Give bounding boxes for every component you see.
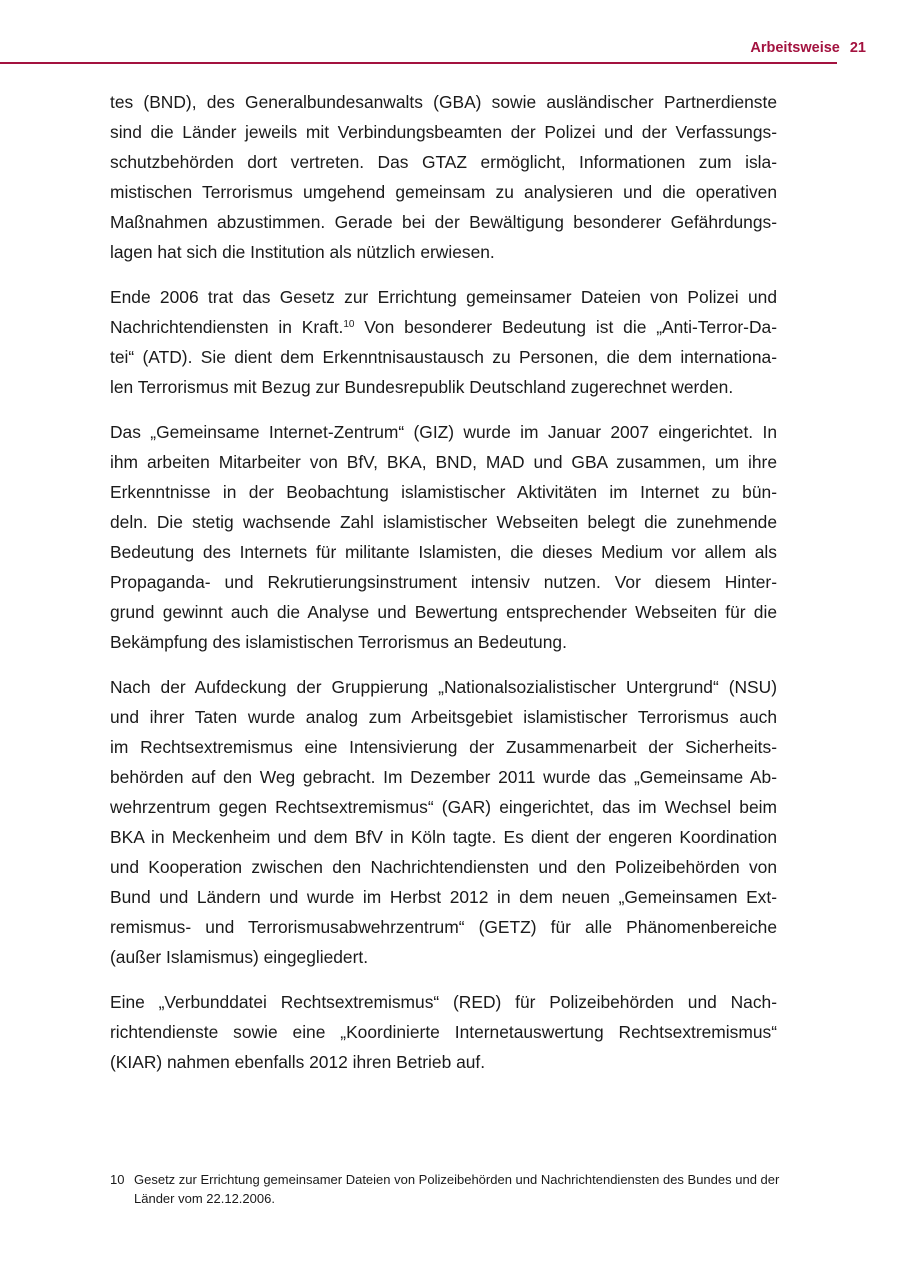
text-span: Nachrichtendiensten in Kraft. — [110, 317, 344, 337]
text-line: len Terrorismus mit Bezug zur Bundesrepublik Deutschland zugerechnet werden. — [110, 377, 734, 397]
text-line: ihm arbeiten Mitarbeiter von BfV, BKA, BND, MAD und GBA zusammen, um ihre — [110, 452, 777, 472]
paragraph — [110, 87, 777, 267]
footnote — [110, 1170, 780, 1208]
text-line: grund gewinnt auch die Analyse und Bewertung entsprechender Webseiten für die — [110, 602, 777, 622]
text-line: sind die Länder jeweils mit Verbindungsbeamten der Polizei und der Verfassungs- — [110, 122, 777, 142]
text-line: schutzbehörden dort vertreten. Das GTAZ ermöglicht, Informationen zum isla- — [110, 152, 777, 172]
text-line: (KIAR) nahmen ebenfalls 2012 ihren Betrieb auf. — [110, 1052, 486, 1072]
text-line: tei“ (ATD). Sie dient dem Erkenntnisaustausch zu Personen, die dem internationa- — [110, 347, 777, 367]
text-line: Propaganda- und Rekrutierungsinstrument intensiv nutzen. Vor diesem Hinter- — [110, 572, 777, 592]
text-line: deln. Die stetig wachsende Zahl islamistischer Webseiten belegt die zunehmende — [110, 512, 777, 532]
text-line: Das „Gemeinsame Internet-Zentrum“ (GIZ) wurde im Januar 2007 eingerichtet. In — [110, 422, 777, 442]
text-line: remismus- und Terrorismusabwehrzentrum“ (GETZ) für alle Phänomenbereiche — [110, 917, 777, 937]
footnote-reference[interactable]: 10 — [343, 319, 355, 330]
text-span: Von besonderer Bedeutung ist die „Anti-Terror-Da- — [354, 317, 777, 337]
paragraph — [110, 417, 777, 657]
text-line: Erkenntnisse in der Beobachtung islamistischer Aktivitäten im Internet zu bün- — [110, 482, 777, 502]
text-line: richtendienste sowie eine „Koordinierte Internetauswertung Rechtsextremismus“ — [110, 1022, 777, 1042]
text-line: Nach der Aufdeckung der Gruppierung „Nationalsozialistischer Untergrund“ (NSU) — [110, 677, 777, 697]
body-text — [110, 87, 777, 1092]
running-header — [750, 40, 866, 56]
text-line: behörden auf den Weg gebracht. Im Dezember 2011 wurde das „Gemeinsame Ab- — [110, 767, 777, 787]
text-line: Ende 2006 trat das Gesetz zur Errichtung gemeinsamer Dateien von Polizei und — [110, 287, 777, 307]
text-line: lagen hat sich die Institution als nützlich erwiesen. — [110, 242, 495, 262]
page-number: 21 — [849, 40, 866, 56]
section-title: Arbeitsweise — [750, 40, 840, 56]
text-line: Maßnahmen abzustimmen. Gerade bei der Bewältigung besonderer Gefährdungs- — [110, 212, 777, 232]
text-line: (außer Islamismus) eingegliedert. — [110, 947, 369, 967]
paragraph — [110, 282, 777, 402]
text-line: und ihrer Taten wurde analog zum Arbeitsgebiet islamistischer Terrorismus auch — [110, 707, 777, 727]
footnote-text: Gesetz zur Errichtung gemeinsamer Dateien von Polizeibehörden und Nachrichtendiensten des Bundes und der Länder vom 22.12.2006. — [134, 1172, 780, 1206]
paragraph — [110, 987, 777, 1077]
text-line: Bedeutung des Internets für militante Islamisten, die dieses Medium vor allem als — [110, 542, 777, 562]
text-line: Bund und Ländern und wurde im Herbst 2012 in dem neuen „Gemeinsamen Ext- — [110, 887, 777, 907]
text-line: Bekämpfung des islamistischen Terrorismus an Bedeutung. — [110, 632, 567, 652]
text-line: tes (BND), des Generalbundesanwalts (GBA) sowie ausländischer Partnerdienste — [110, 92, 777, 112]
text-line: wehrzentrum gegen Rechtsextremismus“ (GAR) eingerichtet, das im Wechsel beim — [110, 797, 777, 817]
paragraph — [110, 672, 777, 972]
text-line — [110, 312, 777, 342]
text-line: Eine „Verbunddatei Rechtsextremismus“ (RED) für Polizeibehörden und Nach- — [110, 992, 777, 1012]
text-line: im Rechtsextremismus eine Intensivierung der Zusammenarbeit der Sicherheits- — [110, 737, 777, 757]
text-line: und Kooperation zwischen den Nachrichtendiensten und den Polizeibehörden von — [110, 857, 777, 877]
text-line: BKA in Meckenheim und dem BfV in Köln tagte. Es dient der engeren Koordination — [110, 827, 777, 847]
header-rule — [0, 62, 837, 64]
footnote-number: 10 — [110, 1172, 125, 1187]
text-line: mistischen Terrorismus umgehend gemeinsam zu analysieren und die operativen — [110, 182, 777, 202]
